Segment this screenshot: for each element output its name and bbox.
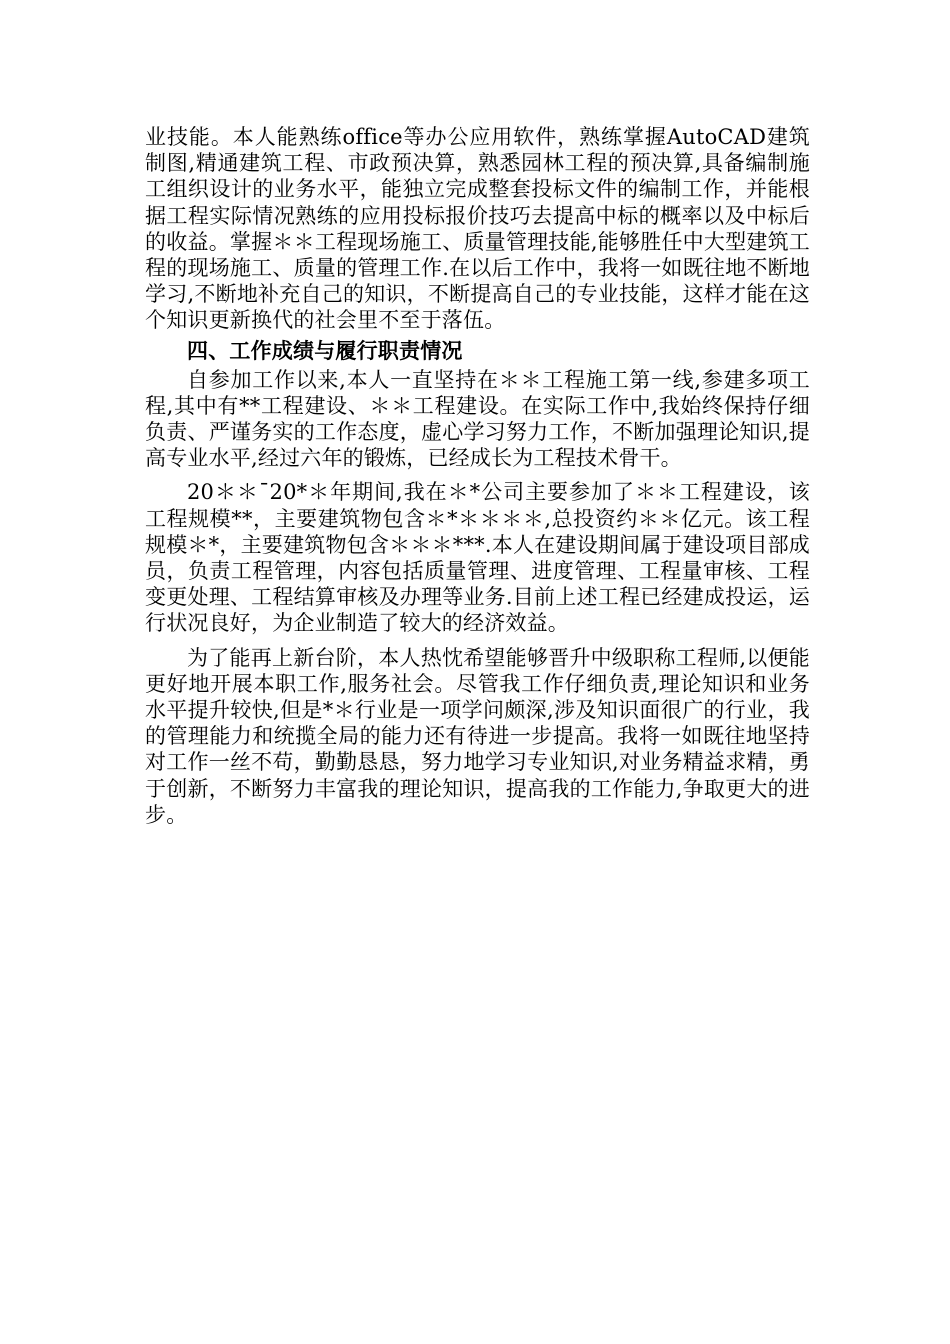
paragraph-skills: 业技能。本人能熟练office等办公应用软件，熟练掌握AutoCAD建筑制图,精通建筑工程、市政预决算，熟悉园林工程的预决算,具备编制施工组织设计的业务水平，能独立完成整套投标文件的编制工作，并能根据工程实际情况熟练的应用投标报价技巧去提高中标的概率以及中标后的收益。掌握＊＊工程现场施工、质量管理技能,能够胜任中大型建筑工程的现场施工、质量的管理工作.在以后工作中，我将一如既往地不断地学习,不断地补充自己的知识，不断提高自己的专业技能，这样才能在这个知识更新换代的社会里不至于落伍。	[145, 125, 810, 333]
paragraph-project-details: 20＊＊¯20*＊年期间,我在＊*公司主要参加了＊＊工程建设，该工程规模**，主要建筑物包含＊*＊＊＊＊,总投资约＊＊亿元。该工程规模＊*，主要建筑物包含＊＊＊***.本人在建设期间属于建设项目部成员，负责工程管理，内容包括质量管理、进度管理、工程量审核、工程变更处理、工程结算审核及办理等业务.目前上述工程已经建成投运，运行状况良好，为企业制造了较大的经济效益。	[145, 480, 810, 636]
section-heading-achievements: 四、工作成绩与履行职责情况	[187, 338, 463, 363]
document-body	[145, 124, 810, 828]
paragraph-promotion-goal: 为了能再上新台阶，本人热忱希望能够晋升中级职称工程师,以便能更好地开展本职工作,服务社会。尽管我工作仔细负责,理论知识和业务水平提升较快,但是*＊行业是一项学问颇深,涉及知识面很广的行业，我的管理能力和统揽全局的能力还有待进一步提高。我将一如既往地坚持对工作一丝不苟，勤勤恳恳，努力地学习专业知识,对业务精益求精，勇于创新，不断努力丰富我的理论知识，提高我的工作能力,争取更大的进步。	[145, 645, 810, 827]
paragraph-work-experience: 自参加工作以来,本人一直坚持在＊＊工程施工第一线,参建多项工程,其中有**工程建设、＊＊工程建设。在实际工作中,我始终保持仔细负责、严谨务实的工作态度，虚心学习努力工作，不断加强理论知识,提高专业水平,经过六年的锻炼，已经成长为工程技术骨干。	[145, 367, 810, 471]
